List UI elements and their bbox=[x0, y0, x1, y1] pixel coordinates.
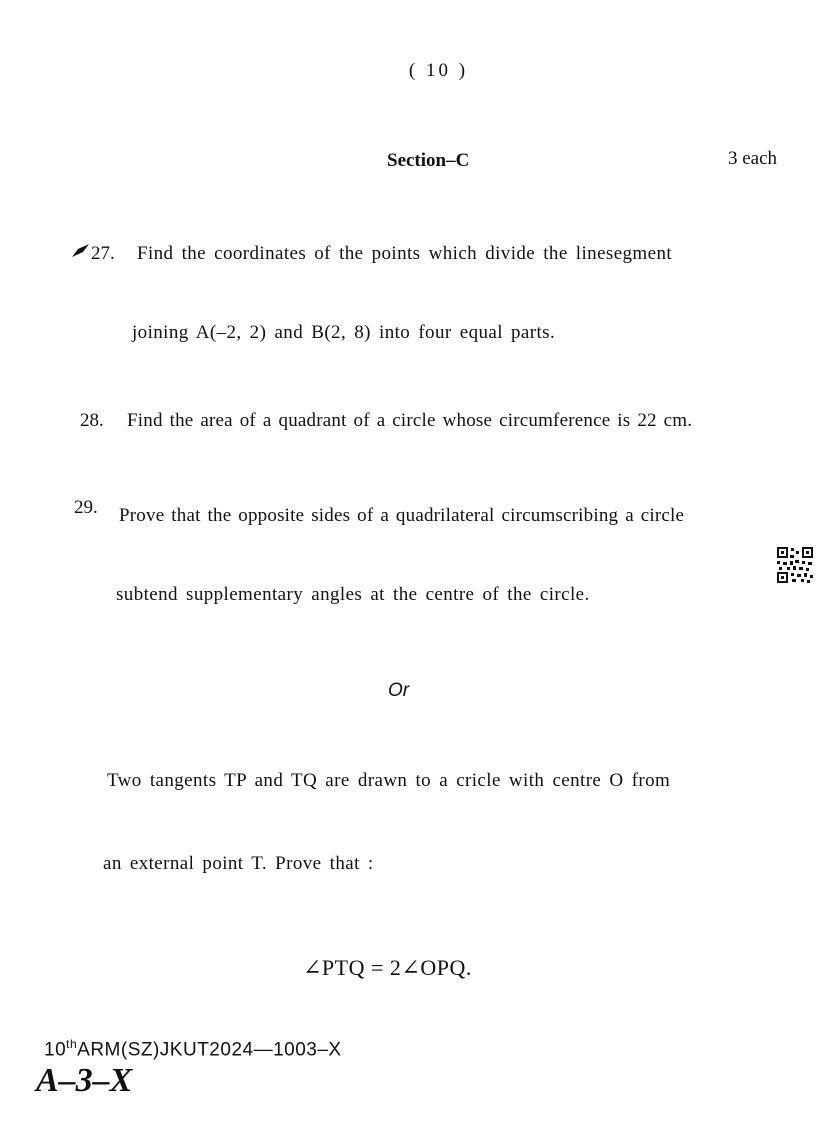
question-29-line-1: Prove that the opposite sides of a quadrilateral circumscribing a circle bbox=[119, 505, 685, 526]
qr-code-icon bbox=[776, 546, 814, 584]
question-28-number: 28. bbox=[80, 410, 104, 431]
paper-code bbox=[44, 1037, 342, 1061]
question-28-line-1: Find the area of a quadrant of a circle whose circumference is 22 cm. bbox=[127, 410, 693, 431]
question-29-line-2: subtend supplementary angles at the centre of the circle. bbox=[116, 584, 590, 605]
question-29-number: 29. bbox=[74, 497, 98, 518]
question-27-number: 27. bbox=[91, 243, 115, 264]
paper-code-suffix: ARM(SZ)JKUT2024—1003–X bbox=[77, 1039, 342, 1061]
section-title: Section–C bbox=[387, 150, 470, 171]
alternative-line-2: an external point T. Prove that : bbox=[103, 853, 374, 874]
page-number: ( 10 ) bbox=[408, 60, 469, 81]
alternative-line-1: Two tangents TP and TQ are drawn to a cricle with centre O from bbox=[107, 770, 671, 791]
question-27-line-1: Find the coordinates of the points which divide the linesegment bbox=[137, 243, 673, 264]
tick-mark-icon bbox=[71, 243, 91, 259]
section-marks: 3 each bbox=[728, 148, 778, 169]
paper-code-prefix: 10 bbox=[44, 1039, 67, 1061]
question-27-line-2: joining A(–2, 2) and B(2, 8) into four equal parts. bbox=[132, 322, 556, 343]
or-label: Or bbox=[388, 680, 410, 701]
formula: ∠PTQ = 2∠OPQ. bbox=[303, 955, 472, 980]
paper-code-superscript: th bbox=[66, 1037, 78, 1051]
paper-series: A–3–X bbox=[36, 1062, 133, 1099]
